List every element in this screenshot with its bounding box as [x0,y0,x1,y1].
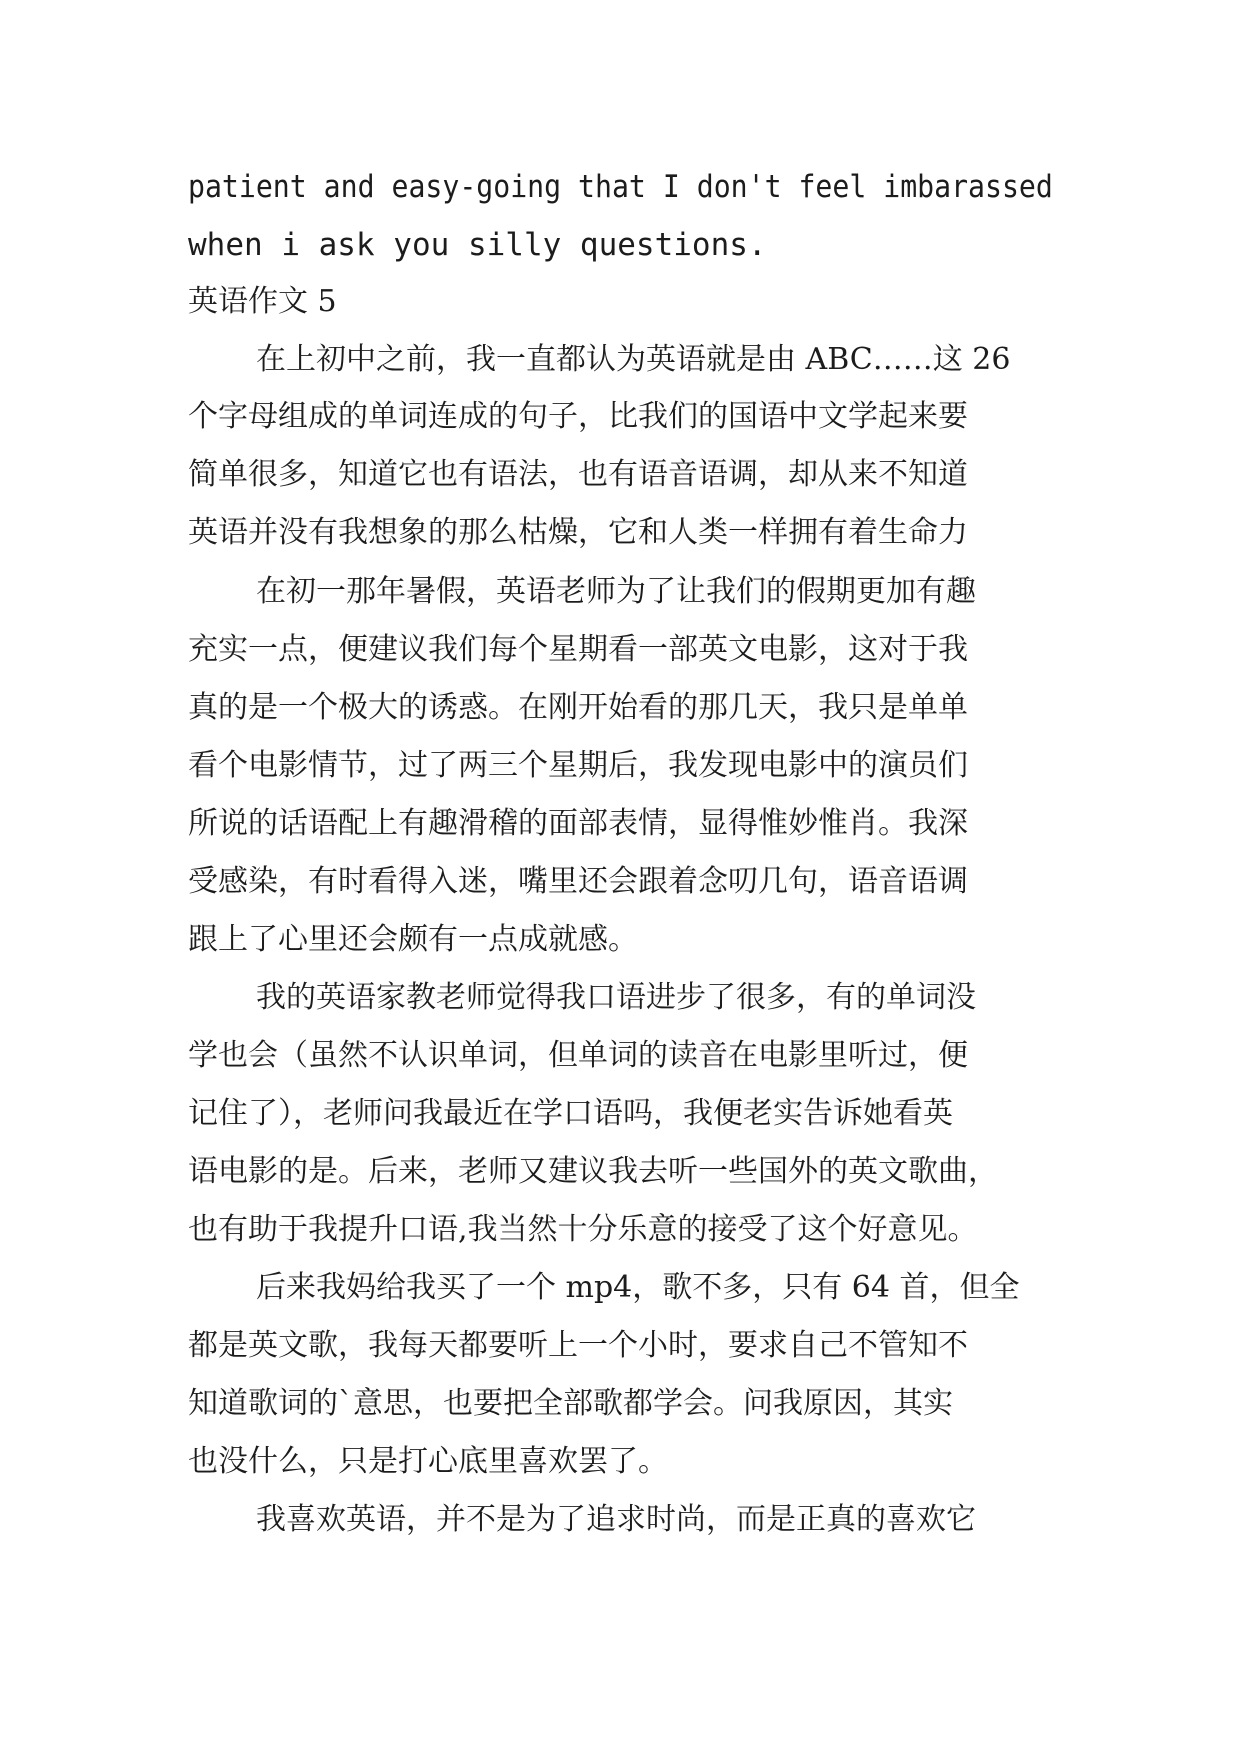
paragraph-line: 个字母组成的单词连成的句子，比我们的国语中文学起来要 [188,399,968,434]
paragraph-line: 英语并没有我想象的那么枯燥，它和人类一样拥有着生命力 [188,515,968,550]
section-heading: 英语作文 5 [188,284,337,319]
text-line: when i ask you silly questions. [188,227,767,263]
paragraph-line: 我的英语家教老师觉得我口语进步了很多，有的单词没 [256,980,976,1015]
paragraph-line: 记住了），老师问我最近在学口语吗，我便老实告诉她看英 [188,1096,953,1131]
paragraph-line: 语电影的是。后来，老师又建议我去听一些国外的英文歌曲， [188,1154,998,1189]
paragraph-line: 都是英文歌，我每天都要听上一个小时，要求自己不管知不 [188,1328,968,1363]
paragraph-line: 也有助于我提升口语,我当然十分乐意的接受了这个好意见。 [188,1212,978,1247]
paragraph-line: 后来我妈给我买了一个 mp4，歌不多，只有 64 首，但全 [256,1270,1020,1305]
paragraph-line: 简单很多，知道它也有语法，也有语音语调，却从来不知道 [188,457,968,492]
paragraph-line: 在上初中之前，我一直都认为英语就是由 ABC……这 26 [256,342,1011,377]
paragraph-line: 也没什么，只是打心底里喜欢罢了。 [188,1444,668,1479]
paragraph-line: 跟上了心里还会颇有一点成就感。 [188,922,638,957]
paragraph-line: 在初一那年暑假，英语老师为了让我们的假期更加有趣 [256,574,976,609]
paragraph-line: 真的是一个极大的诱惑。在刚开始看的那几天，我只是单单 [188,690,968,725]
paragraph-line: 充实一点，便建议我们每个星期看一部英文电影，这对于我 [188,632,968,667]
paragraph-line: 看个电影情节，过了两三个星期后，我发现电影中的演员们 [188,748,968,783]
paragraph-line: 知道歌词的`意思，也要把全部歌都学会。问我原因，其实 [188,1386,953,1421]
paragraph-line: 受感染，有时看得入迷，嘴里还会跟着念叨几句，语音语调 [188,864,968,899]
paragraph-line: 所说的话语配上有趣滑稽的面部表情，显得惟妙惟肖。我深 [188,806,968,841]
paragraph-line: 学也会（虽然不认识单词，但单词的读音在电影里听过，便 [188,1038,968,1073]
text-line: patient and easy-going that I don't feel imbarassed [188,169,1053,205]
paragraph-line: 我喜欢英语，并不是为了追求时尚，而是正真的喜欢它 [256,1502,976,1537]
